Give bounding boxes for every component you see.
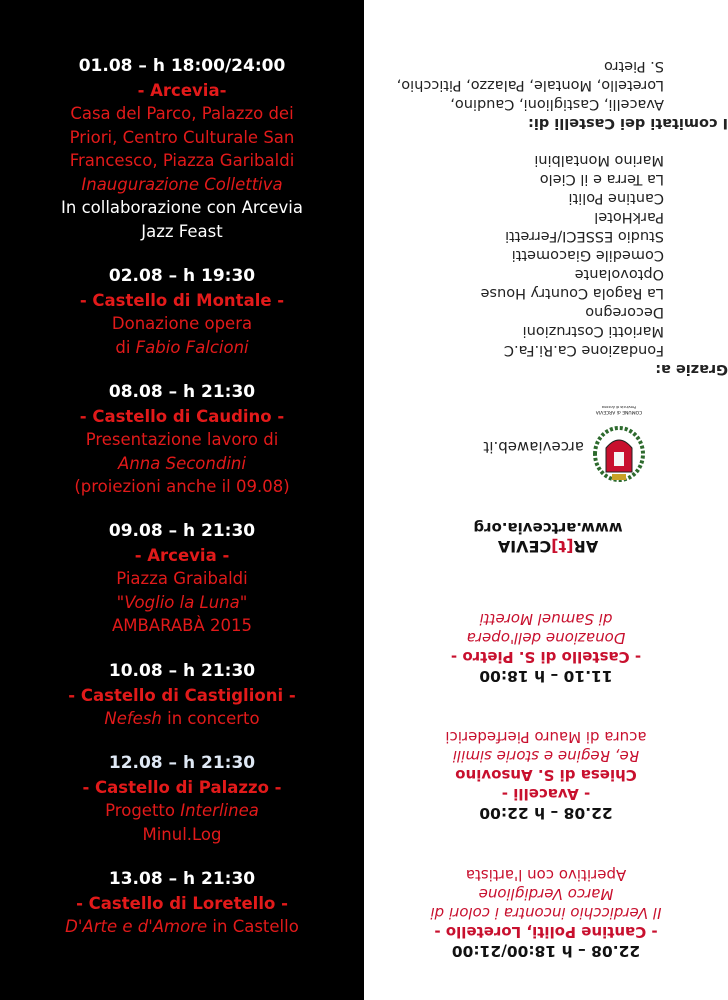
upside-down-content <box>364 0 728 1000</box>
sponsor-item: Decoregno <box>585 304 664 320</box>
event-text: Francesco, Piazza Garibaldi <box>69 151 295 170</box>
event-text: In collaborazione con Arcevia <box>61 198 303 217</box>
event-date: 10.08 – h 21:30 <box>108 661 256 681</box>
event-text: Il Verdicchio incontra i colori di <box>430 904 662 922</box>
event-date: 02.08 – h 19:30 <box>108 266 256 286</box>
sponsor-item: La Terra e il Cielo <box>539 171 664 187</box>
event-01-08 <box>0 55 376 243</box>
event-place: Chiesa di S. Ansovino <box>455 766 637 784</box>
event-text-prefix: Progetto <box>105 801 181 820</box>
sponsor-item: Marino Montalbini <box>534 152 664 168</box>
artist-name: Anna Secondini <box>118 453 246 473</box>
event-text-suffix: in Castello <box>207 917 299 936</box>
event-text: Piazza Graibaldi <box>116 569 248 588</box>
event-date: 11.10 – h 18:00 <box>479 667 613 685</box>
event-date <box>0 752 376 776</box>
event-place: - Castello di Castiglioni - <box>68 685 296 705</box>
event-date: 08.08 – h 21:30 <box>108 382 256 402</box>
event-place: - Castello di Palazzo - <box>82 777 282 797</box>
event-text: Casa del Parco, Palazzo dei <box>70 104 294 123</box>
crest-icon <box>588 418 650 488</box>
event-text: Presentazione lavoro di <box>85 430 279 449</box>
committee-line: S. Pietro <box>604 58 664 74</box>
arcevia-site-link[interactable]: arceviaweb.it <box>483 438 584 456</box>
arcevia-site <box>483 437 584 456</box>
arcevia-seal <box>588 405 650 488</box>
event-place: - Castello di S. Pietro - <box>450 648 642 666</box>
sponsor-item: ParkHotel <box>594 209 664 225</box>
event-22-08-cantine <box>374 865 718 960</box>
sponsor-item: Mariotti Costruzioni <box>522 323 664 339</box>
artcevia-url[interactable]: www.artcevia.org <box>473 519 623 537</box>
event-date: 22.08 – h 18:00/21:00 <box>451 942 641 960</box>
sponsor-item: Comedile Giacometti <box>511 247 664 263</box>
event-place: - Cantine Politi, Loretello - <box>434 923 658 941</box>
sponsor-item: Studio ESSECI/Ferretti <box>505 228 664 244</box>
committees-title: I comitati dei Castelli di: <box>528 115 728 131</box>
event-11-10 <box>374 609 718 685</box>
event-13-08 <box>0 868 376 939</box>
event-text <box>0 336 376 360</box>
sponsor-item: Cantine Politi <box>568 190 664 206</box>
seal-title: COMUNE di ARCEVIA <box>595 409 643 414</box>
artcevia-logo <box>458 518 638 556</box>
event-date: 13.08 – h 21:30 <box>108 869 256 889</box>
event-text: Priori, Centro Culturale San <box>69 127 295 147</box>
artist-name: Nefesh <box>104 709 162 728</box>
event-place: - Arcevia- <box>137 80 227 100</box>
event-text: Jazz Feast <box>141 221 223 241</box>
event-title: "Voglio la Luna" <box>116 592 248 612</box>
event-date: 09.08 – h 21:30 <box>108 521 256 541</box>
events-panel-right <box>364 0 728 1000</box>
event-text <box>0 799 376 823</box>
event-title: D'Arte e d'Amore <box>65 917 208 936</box>
sponsor-item: Optovolante <box>574 266 664 282</box>
event-place: - Castello di Loretello - <box>76 893 288 913</box>
event-text <box>0 707 376 731</box>
event-12-08 <box>0 752 376 846</box>
event-text <box>0 915 376 939</box>
seal-subtitle: Provincia di Ancona <box>601 405 637 409</box>
event-text: Minul.Log <box>142 824 222 844</box>
event-08-08 <box>0 381 376 499</box>
event-text-suffix: in concerto <box>161 709 260 728</box>
event-title: Inaugurazione Collettiva <box>81 174 283 194</box>
event-text: Donazione opera <box>111 314 253 333</box>
sponsor-item: Fondazione Ca.Ri.Fa.C <box>503 342 664 358</box>
event-02-08 <box>0 265 376 359</box>
event-place: - Arcevia - <box>134 545 230 565</box>
event-place: - Castello di Caudino - <box>79 406 285 426</box>
event-text: Donazione dell'opera <box>466 629 626 647</box>
committees-list <box>388 56 728 132</box>
event-10-08 <box>0 660 376 731</box>
artist-name: Marco Verdiglione <box>478 885 614 903</box>
event-title: Re, Regine e storie simili <box>452 747 640 765</box>
event-date: 22.08 – h 22:00 <box>479 804 613 822</box>
event-date: 01.08 – h 18:00/24:00 <box>78 56 286 76</box>
artcevia-wordmark: AR[t]CEVIA <box>497 537 599 556</box>
artist-name: di Samuel Moretti <box>479 610 613 628</box>
event-text: acura di Mauro Pierfederici <box>445 728 647 746</box>
event-place: - Castello di Montale - <box>79 290 285 310</box>
event-date-time: – h 21:30 <box>162 753 256 773</box>
sponsor-item: La Ragola Country House <box>480 285 664 301</box>
event-place: - Avacelli - <box>501 785 591 803</box>
committee-line: Avacelli, Castiglioni, Caudino, <box>450 96 664 112</box>
event-09-08 <box>0 520 376 638</box>
event-date-day: 12.08 <box>108 753 163 773</box>
thanks-title: Grazie a: <box>655 361 728 377</box>
event-text: Aperitivo con l'artista <box>465 866 627 884</box>
event-text: (proiezioni anche il 09.08) <box>74 477 290 496</box>
artist-name: Fabio Falcioni <box>135 337 249 357</box>
thanks-list <box>428 150 728 378</box>
event-text: AMBARABÀ 2015 <box>111 616 253 635</box>
event-text-prefix: di <box>115 337 136 357</box>
committee-line: Loretello, Montale, Palazzo, Piticchio, <box>396 77 664 93</box>
event-22-08-avacelli <box>374 727 718 822</box>
project-name: Interlinea <box>180 801 259 820</box>
